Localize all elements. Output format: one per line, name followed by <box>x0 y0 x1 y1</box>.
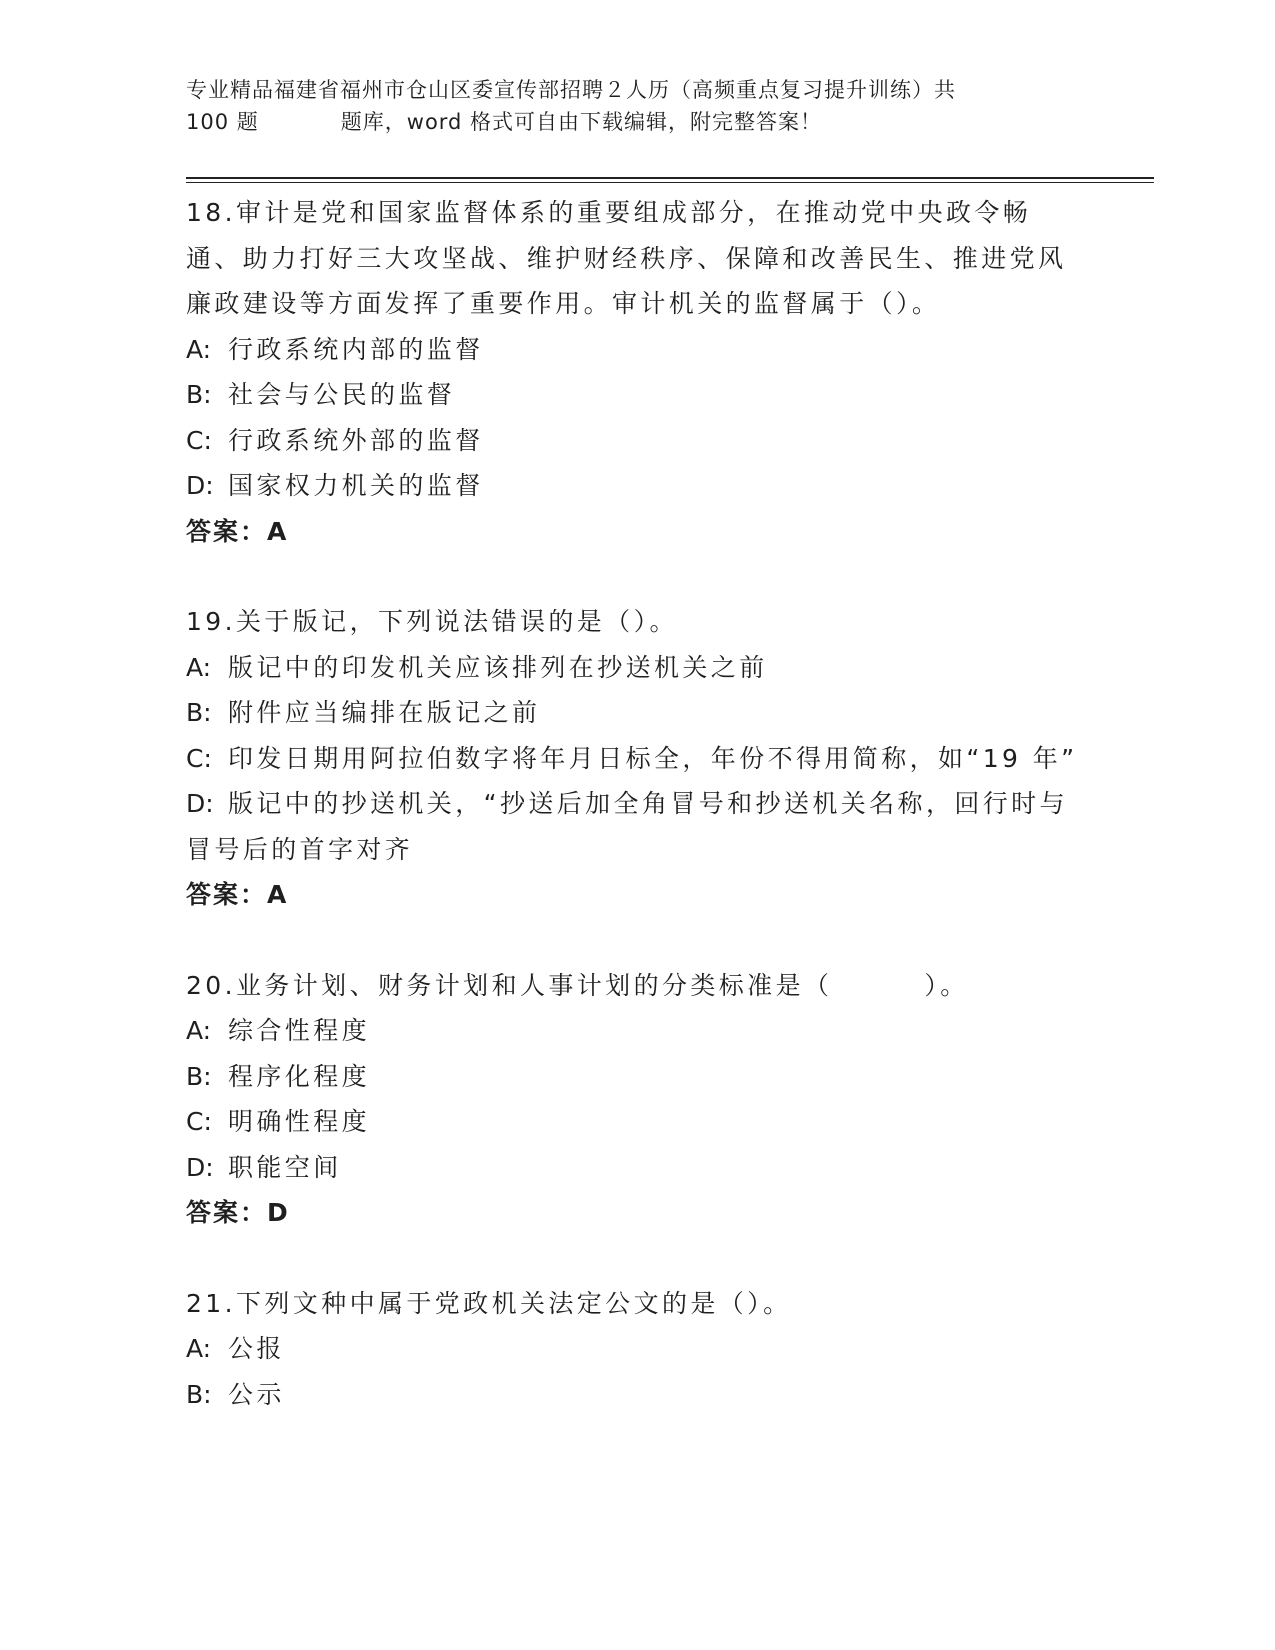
header-title-line2 <box>186 106 1106 138</box>
option-d <box>186 781 1086 872</box>
option-text: 附件应当编排在版记之前 <box>228 698 541 727</box>
option-b <box>186 690 1086 736</box>
question-stem <box>186 599 1086 645</box>
option-letter: C: <box>186 1107 212 1136</box>
option-text: 公示 <box>228 1379 285 1409</box>
option-text: 印发日期用阿拉伯数字将年月日标全，年份不得用简称，如“19 年” <box>228 743 1078 773</box>
option-text: 版记中的抄送机关，“抄送后加全角冒号和抄送机关名称，回行时与冒号后的首字对齐 <box>186 789 1068 864</box>
option-text: 行政系统外部的监督 <box>228 425 484 455</box>
answer-label: 答案：D <box>186 1198 290 1227</box>
question-20 <box>186 963 1086 1236</box>
question-number: 19. <box>186 607 236 636</box>
option-text: 综合性程度 <box>228 1016 371 1045</box>
question-text-end: ）。 <box>924 970 969 1000</box>
option-a <box>186 1326 1086 1372</box>
question-text: 下列文种中属于党政机关法定公文的是（）。 <box>235 1288 792 1318</box>
option-text: 国家权力机关的监督 <box>228 471 484 500</box>
question-text: 关于版记，下列说法错误的是（）。 <box>235 607 678 636</box>
option-text: 版记中的印发机关应该排列在抄送机关之前 <box>228 652 768 682</box>
option-letter: A: <box>186 334 212 364</box>
question-21 <box>186 1281 1086 1418</box>
option-letter: D: <box>186 471 214 500</box>
header-title-line1: 专业精品福建省福州市仓山区委宣传部招聘２人历（高频重点复习提升训练）共 <box>186 78 956 102</box>
answer-label: 答案：A <box>186 516 289 546</box>
header-description: 题库，word 格式可自由下载编辑，附完整答案！ <box>340 110 823 134</box>
question-stem <box>186 1281 1086 1327</box>
header-divider-thick <box>186 177 1154 179</box>
option-d <box>186 463 1086 509</box>
document-header <box>186 74 1106 138</box>
option-letter: C: <box>186 743 212 773</box>
option-text: 职能空间 <box>228 1152 342 1182</box>
option-a <box>186 1008 1086 1054</box>
question-stem <box>186 963 1086 1009</box>
question-stem <box>186 190 1086 327</box>
option-c <box>186 1099 1086 1145</box>
header-divider-thin <box>186 182 1154 183</box>
header-count: 100 题 <box>186 110 259 134</box>
option-letter: D: <box>186 1152 214 1182</box>
question-number: 18. <box>186 198 236 227</box>
question-text: 审计是党和国家监督体系的重要组成部分，在推动党中央政令畅通、助力打好三大攻坚战、维护财经秩序、保障和改善民生、推进党风廉政建设等方面发挥了重要作用。审计机关的监督属于（）。 <box>186 198 1067 318</box>
question-19 <box>186 599 1086 918</box>
option-letter: B: <box>186 380 212 409</box>
option-b <box>186 372 1086 418</box>
option-b <box>186 1054 1086 1100</box>
option-letter: D: <box>186 789 214 818</box>
option-text: 行政系统内部的监督 <box>228 334 484 364</box>
question-18 <box>186 190 1086 554</box>
question-number: 21. <box>186 1288 236 1318</box>
option-text: 公报 <box>228 1334 285 1363</box>
option-letter: A: <box>186 1334 212 1363</box>
option-c <box>186 418 1086 464</box>
option-letter: B: <box>186 1061 212 1091</box>
option-d <box>186 1145 1086 1191</box>
option-text: 程序化程度 <box>228 1061 371 1091</box>
option-letter: B: <box>186 698 212 727</box>
option-letter: B: <box>186 1379 212 1409</box>
option-b <box>186 1372 1086 1418</box>
option-text: 明确性程度 <box>228 1107 371 1136</box>
option-letter: A: <box>186 1016 212 1045</box>
option-letter: C: <box>186 425 212 455</box>
option-text: 社会与公民的监督 <box>228 380 456 409</box>
question-list <box>186 190 1086 1417</box>
question-number: 20. <box>186 970 236 1000</box>
option-a <box>186 327 1086 373</box>
option-c <box>186 736 1086 782</box>
option-a <box>186 645 1086 691</box>
option-letter: A: <box>186 652 212 682</box>
question-text: 业务计划、财务计划和人事计划的分类标准是（ <box>235 970 833 1000</box>
answer-label: 答案：A <box>186 880 289 909</box>
